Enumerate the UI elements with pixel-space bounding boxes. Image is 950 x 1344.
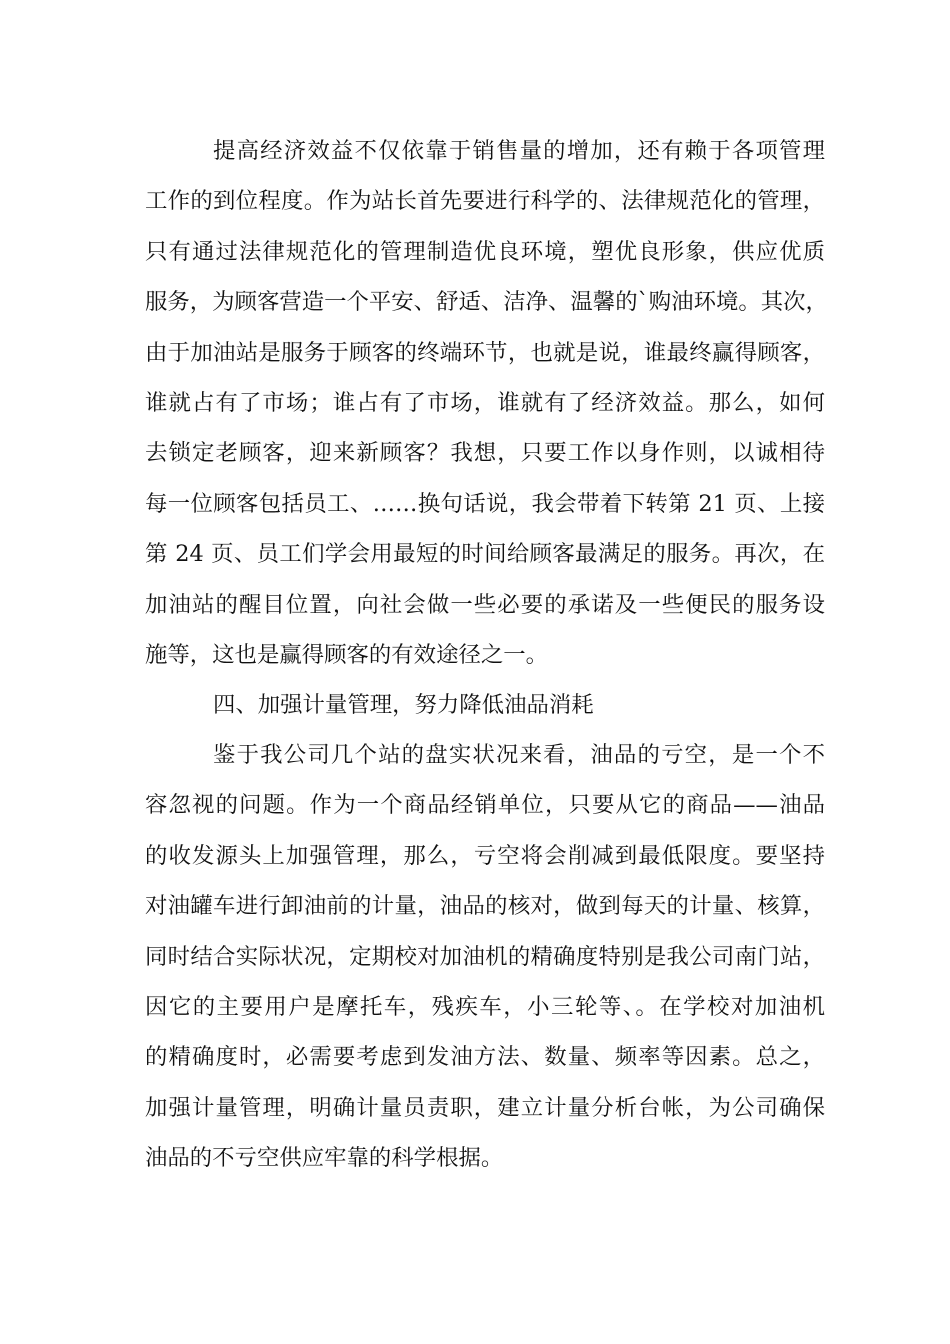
paragraph-line: 的精确度时，必需要考虑到发油方法、数量、频率等因素。总之， <box>145 1044 825 1071</box>
paragraph-line: 容忽视的问题。作为一个商品经销单位，只要从它的商品——油品 <box>145 792 825 819</box>
section-heading: 四、加强计量管理，努力降低油品消耗 <box>213 692 594 718</box>
paragraph-line: 工作的到位程度。作为站长首先要进行科学的、法律规范化的管理， <box>145 188 825 215</box>
paragraph-line: 第 24 页、员工们学会用最短的时间给顾客最满足的服务。再次，在 <box>145 541 825 568</box>
paragraph-line: 每一位顾客包括员工、……换句话说，我会带着下转第 21 页、上接 <box>145 490 825 517</box>
paragraph-line: 的收发源头上加强管理，那么，亏空将会削减到最低限度。要坚持 <box>145 842 825 869</box>
paragraph-line: 施等，这也是赢得顾客的有效途径之一。 <box>145 641 549 668</box>
paragraph-line: 服务，为顾客营造一个平安、舒适、洁净、温馨的`购油环境。其次， <box>145 289 828 316</box>
paragraph-line: 谁就占有了市场；谁占有了市场，谁就有了经济效益。那么，如何 <box>145 389 825 416</box>
paragraph-line: 由于加油站是服务于顾客的终端环节，也就是说，谁最终赢得顾客， <box>145 339 825 366</box>
paragraph-line: 去锁定老顾客，迎来新顾客？我想，只要工作以身作则，以诚相待 <box>145 440 825 467</box>
section-heading-block <box>145 680 825 730</box>
paragraph-line: 提高经济效益不仅依靠于销售量的增加，还有赖于各项管理 <box>213 138 825 164</box>
paragraph-line: 对油罐车进行卸油前的计量，油品的核对，做到每天的计量、核算， <box>145 893 825 920</box>
paragraph-line: 加强计量管理，明确计量员责职，建立计量分析台帐，为公司确保 <box>145 1094 825 1121</box>
paragraph-line: 鉴于我公司几个站的盘实状况来看，油品的亏空，是一个不 <box>213 742 825 768</box>
paragraph-line: 加油站的醒目位置，向社会做一些必要的承诺及一些便民的服务设 <box>145 591 825 618</box>
paragraph-line: 因它的主要用户是摩托车，残疾车，小三轮等、。在学校对加油机 <box>145 993 825 1020</box>
paragraph-efficiency <box>145 126 828 680</box>
paragraph-line: 油品的不亏空供应牢靠的科学根据。 <box>145 1145 504 1172</box>
paragraph-metering <box>145 730 825 1184</box>
paragraph-line: 同时结合实际状况，定期校对加油机的精确度特别是我公司南门站， <box>145 943 825 970</box>
paragraph-line: 只有通过法律规范化的管理制造优良环境，塑优良形象，供应优质 <box>145 238 825 265</box>
